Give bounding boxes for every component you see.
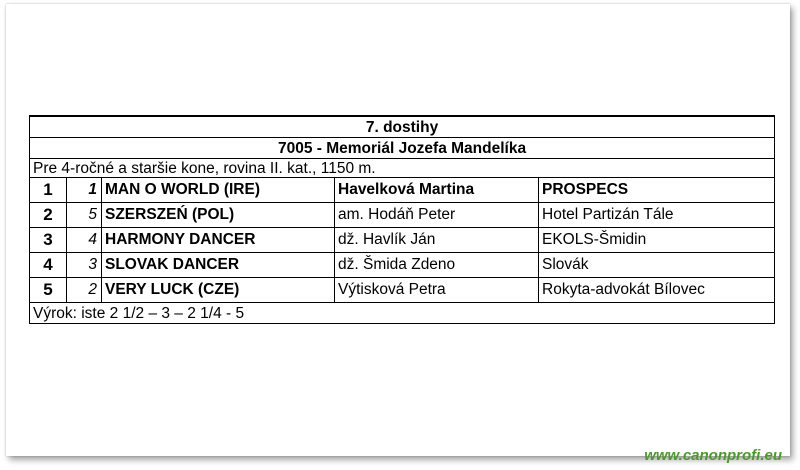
table-row — [30, 228, 775, 253]
owner-cell: Hotel Partizán Tále — [539, 203, 775, 228]
start-number-cell: 1 — [67, 178, 102, 203]
owner-cell: Rokyta-advokát Bílovec — [539, 278, 775, 303]
race-result-verdict: Výrok: iste 2 1/2 – 3 – 2 1/4 - 5 — [30, 303, 775, 324]
table-row — [30, 178, 775, 203]
table-row — [30, 278, 775, 303]
start-number-cell: 4 — [67, 228, 102, 253]
jockey-cell: dž. Šmida Zdeno — [335, 253, 539, 278]
start-number-cell: 5 — [67, 203, 102, 228]
place-cell: 1 — [30, 178, 67, 203]
jockey-cell: Havelková Martina — [335, 178, 539, 203]
owner-cell: EKOLS-Šmidin — [539, 228, 775, 253]
horse-cell: VERY LUCK (CZE) — [102, 278, 335, 303]
jockey-cell: am. Hodáň Peter — [335, 203, 539, 228]
jockey-cell: dž. Havlík Ján — [335, 228, 539, 253]
race-title: 7. dostihy — [30, 116, 775, 138]
horse-cell: HARMONY DANCER — [102, 228, 335, 253]
start-number-cell: 3 — [67, 253, 102, 278]
horse-cell: MAN O WORLD (IRE) — [102, 178, 335, 203]
place-cell: 5 — [30, 278, 67, 303]
race-name: 7005 - Memoriál Jozefa Mandelíka — [30, 138, 775, 159]
race-conditions: Pre 4-ročné a staršie kone, rovina II. kat., 1150 m. — [30, 159, 775, 178]
owner-cell: PROSPECS — [539, 178, 775, 203]
watermark-text: www.canonprofi.eu — [644, 447, 782, 464]
table-row — [30, 253, 775, 278]
place-cell: 2 — [30, 203, 67, 228]
race-results-table — [29, 115, 775, 324]
table-row — [30, 203, 775, 228]
jockey-cell: Výtisková Petra — [335, 278, 539, 303]
horse-cell: SLOVAK DANCER — [102, 253, 335, 278]
horse-cell: SZERSZEŃ (POL) — [102, 203, 335, 228]
start-number-cell: 2 — [67, 278, 102, 303]
place-cell: 4 — [30, 253, 67, 278]
place-cell: 3 — [30, 228, 67, 253]
owner-cell: Slovák — [539, 253, 775, 278]
